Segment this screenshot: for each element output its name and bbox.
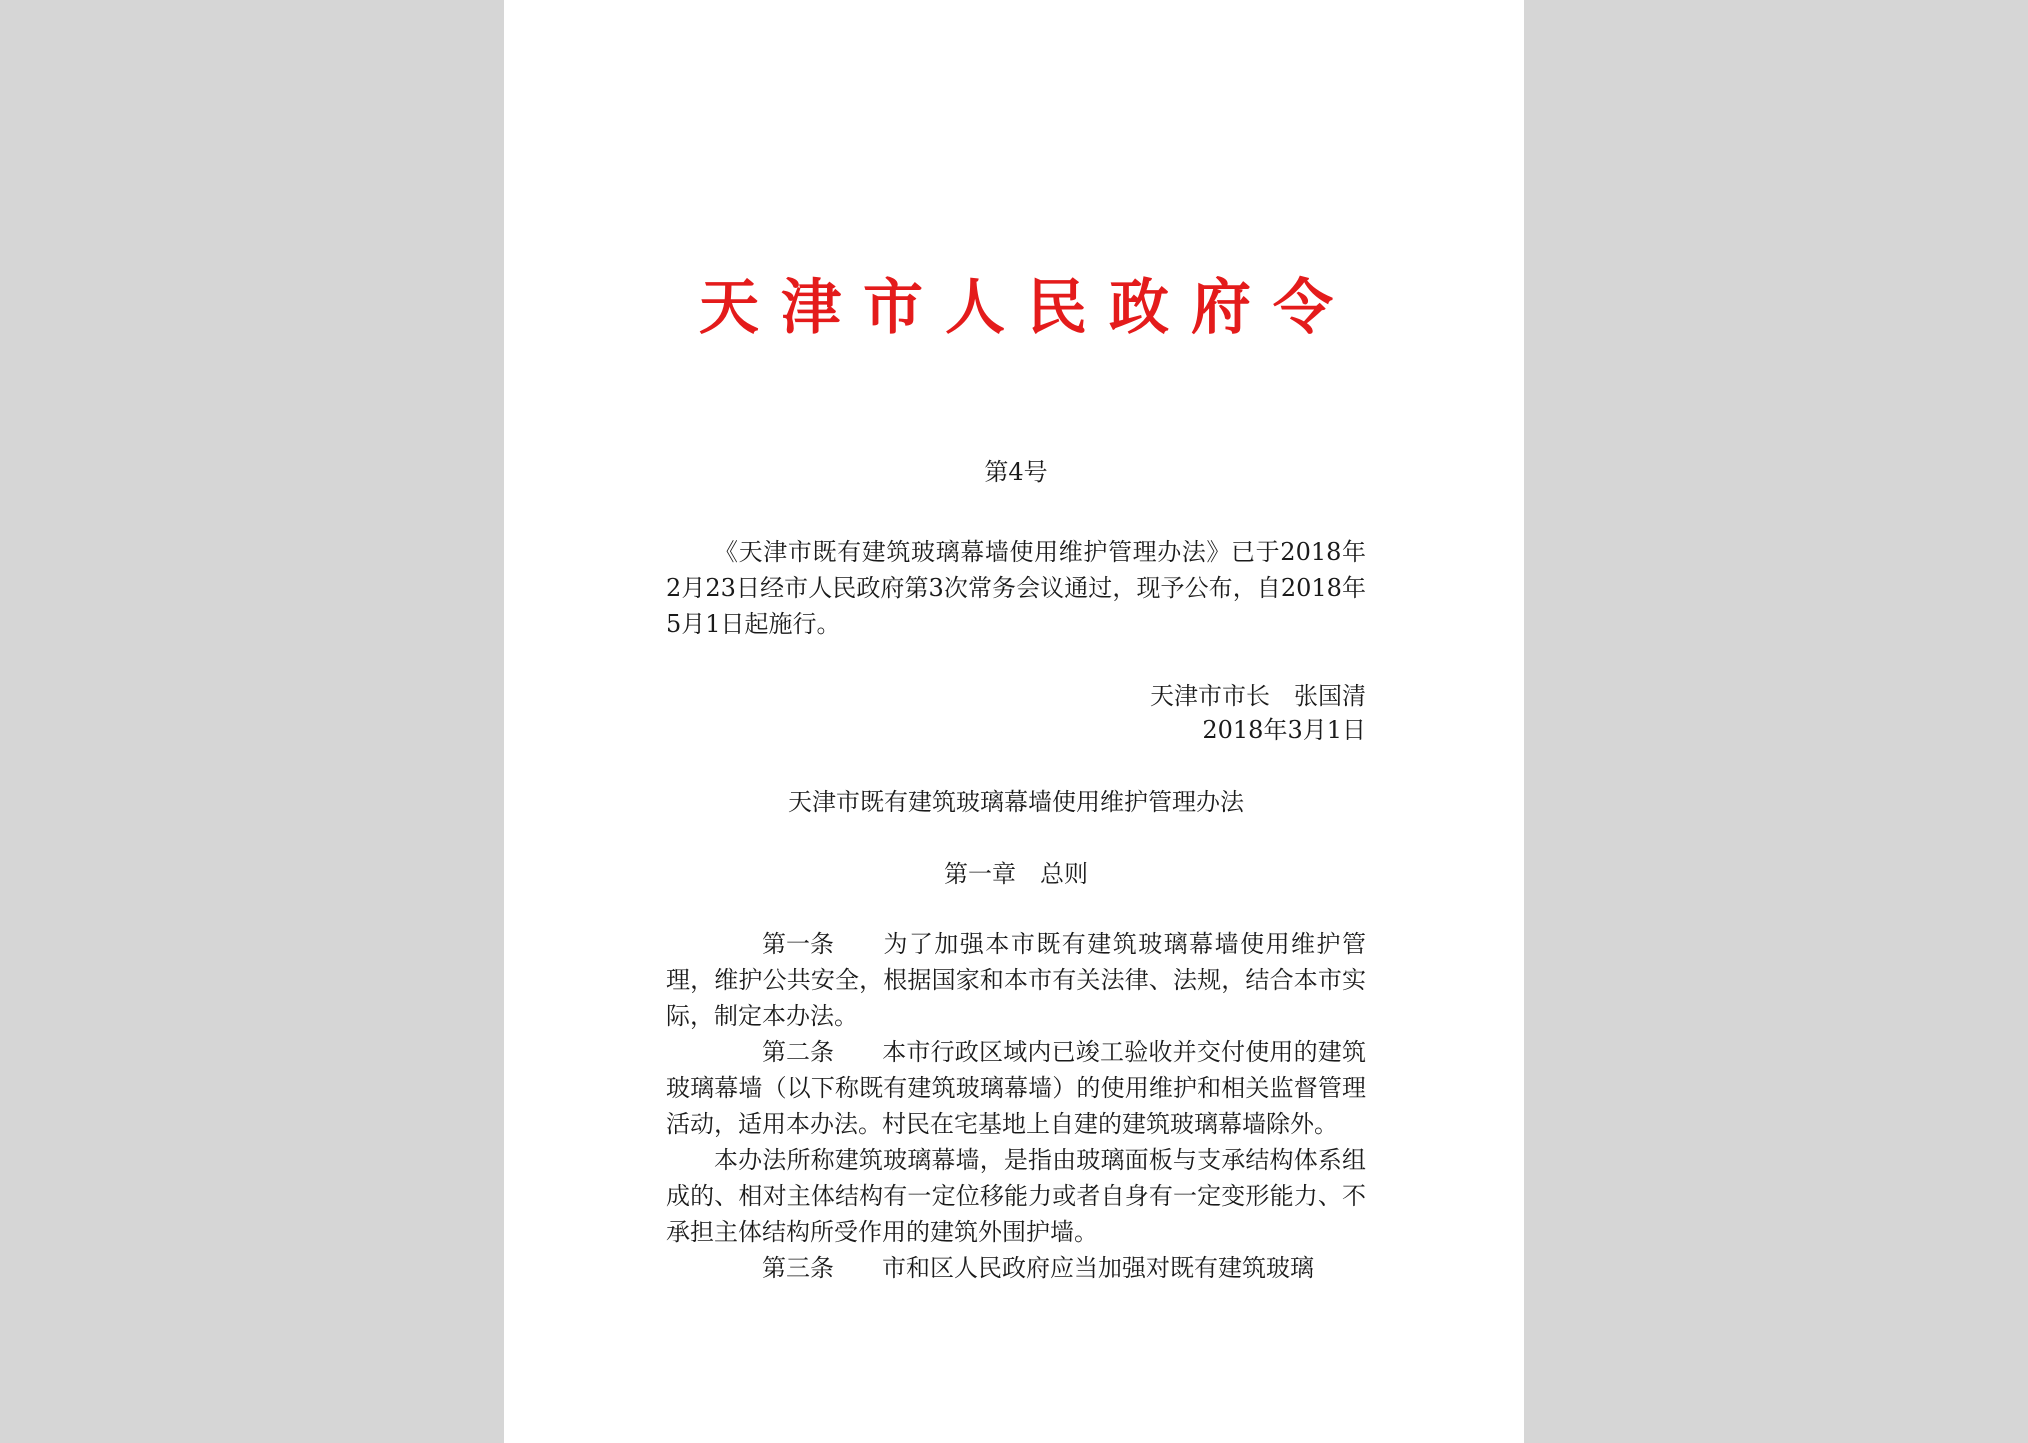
article-3-text: 市和区人民政府应当加强对既有建筑玻璃 (882, 1254, 1314, 1282)
article-2-text: 本市行政区域内已竣工验收并交付使用的建筑玻璃幕墙（以下称既有建筑玻璃幕墙）的使用维护和相关监督管理活动，适用本办法。村民在宅基地上自建的建筑玻璃幕墙除外。 (666, 1038, 1366, 1138)
article-2-paragraph-2-text: 本办法所称建筑玻璃幕墙，是指由玻璃面板与支承结构体系组成的、相对主体结构有一定位移能力或者自身有一定变形能力、不承担主体结构所受作用的建筑外围护墙。 (666, 1146, 1366, 1246)
article-2-label: 第二条 (762, 1038, 834, 1066)
article-3 (666, 1250, 1366, 1286)
article-2-paragraph-2 (666, 1142, 1366, 1250)
decree-number: 第4号 (984, 458, 1048, 486)
decree-date: 2018年3月1日 (1202, 716, 1366, 744)
decree-intro: 《天津市既有建筑玻璃幕墙使用维护管理办法》已于2018年2月23日经市人民政府第3次常务会议通过，现予公布，自2018年5月1日起施行。 (666, 538, 1366, 638)
article-1-text: 为了加强本市既有建筑玻璃幕墙使用维护管理，维护公共安全，根据国家和本市有关法律、法规，结合本市实际，制定本办法。 (666, 930, 1366, 1030)
decree-title: 天津市人民政府令 (699, 273, 1355, 343)
article-2 (666, 1034, 1366, 1142)
document-page (504, 0, 1524, 1443)
chapter-heading: 第一章 总则 (944, 860, 1088, 888)
article-1 (666, 926, 1366, 1034)
article-list (666, 926, 1366, 1286)
decree-signer: 天津市市长 张国清 (1150, 682, 1366, 710)
regulation-title: 天津市既有建筑玻璃幕墙使用维护管理办法 (788, 788, 1244, 816)
article-3-label: 第三条 (762, 1254, 834, 1282)
article-1-label: 第一条 (762, 930, 834, 958)
